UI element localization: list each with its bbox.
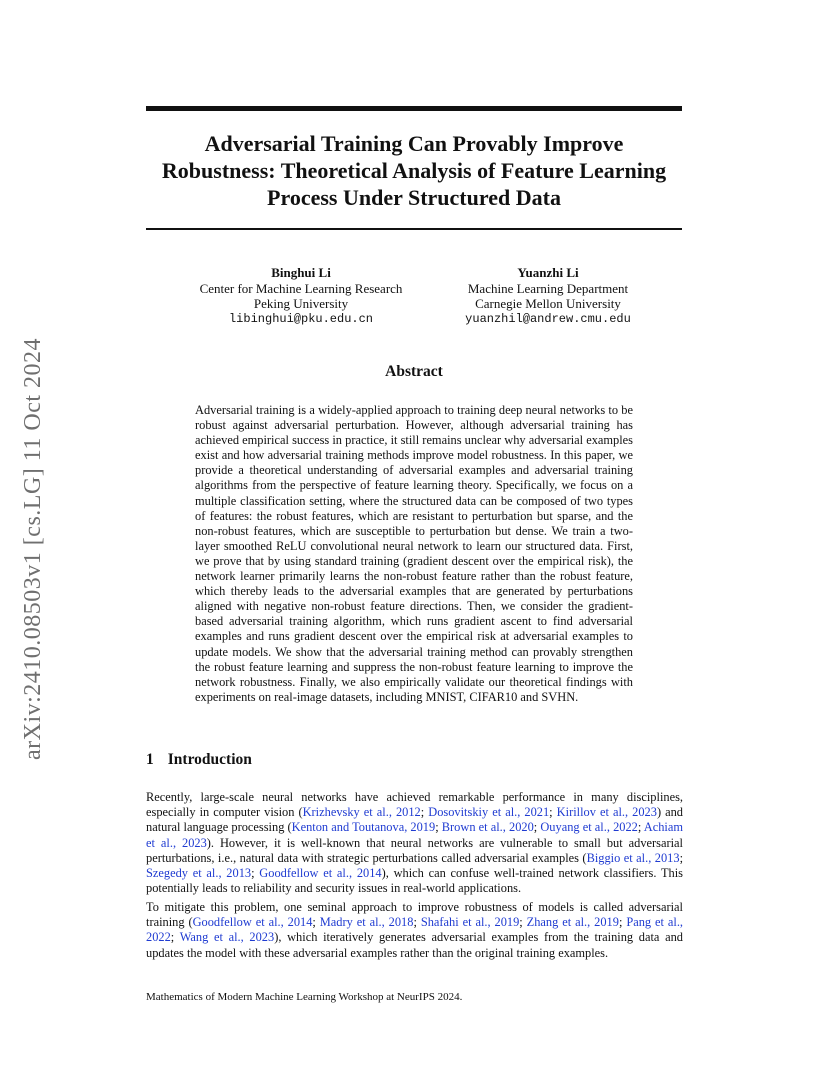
title-bottom-rule xyxy=(146,228,682,230)
text-run: ; xyxy=(435,820,442,835)
citation-link[interactable]: Krizhevsky et al., 2012 xyxy=(302,805,421,820)
text-run: ; xyxy=(312,915,320,930)
citation-link[interactable]: Kirillov et al., 2023 xyxy=(556,805,657,820)
text-run: ; xyxy=(170,930,180,945)
citation-link[interactable]: Zhang et al., 2019 xyxy=(526,915,619,930)
citation-link[interactable]: Ouyang et al., 2022 xyxy=(540,820,638,835)
text-run: ; xyxy=(519,915,527,930)
abstract-text: Adversarial training is a widely-applied approach to training deep neural networks to be robust against adversarial perturbation. However, although adversarial training has achieved empirical success in practice, it still remains unclear why adversarial examples exist and how adversarial training methods improve model robustness. In this paper, we provide a theoretical understanding of adversarial examples and adversarial training algorithms from the perspective of feature learning theory. Specifically, we focus on a multiple classification setting, where the structured data can be composed of two types of features: the robust features, which are resistant to perturbation but sparse, and the non-robust features, which are susceptible to perturbation but dense. We train a two-layer smoothed ReLU convolutional neural network to learn our structured data. First, we prove that by using standard training (gradient descent over the empirical risk), the network learner primarily learns the non-robust feature rather than the robust feature, which thereby leads to the adversarial examples that are generated by perturbations aligned with negative non-robust feature directions. Then, we consider the gradient-based adversarial training algorithm, which runs gradient ascent to find adversarial examples and runs gradient descent over the empirical risk at adversarial examples to update models. We show that the adversarial training method can provably strengthen the robust feature learning and suppress the non-robust feature learning to improve the network robustness. Finally, we also empirically validate our theoretical findings with experiments on real-image datasets, including MNIST, CIFAR10 and SVHN. xyxy=(195,403,633,704)
citation-link[interactable]: Shafahi et al., 2019 xyxy=(420,915,520,930)
citation-link[interactable]: Brown et al., 2020 xyxy=(441,820,534,835)
author-affiliation: Center for Machine Learning Research xyxy=(199,280,403,296)
citation-link[interactable]: Dosovitskiy et al., 2021 xyxy=(428,805,550,820)
author-affiliation: Carnegie Mellon University xyxy=(475,296,621,311)
section-title: Introduction xyxy=(167,751,252,768)
citation-link[interactable]: Achiam et al., 2023 xyxy=(146,820,683,850)
text-run: ) and natural language processing ( xyxy=(146,805,684,835)
text-run: ). However, it is well-known that neural networks are vulnerable to small but adversarial perturbations, i.e., natural data with strategic perturbations called adversarial examples ( xyxy=(146,835,683,865)
author-affiliation: Peking University xyxy=(253,296,349,311)
text-run: To mitigate this problem, one seminal approach to improve robustness of models is called adversarial training ( xyxy=(146,900,683,930)
title-top-rule xyxy=(146,106,682,111)
text-run: ; xyxy=(549,805,557,820)
title-line: Process Under Structured Data xyxy=(267,185,561,210)
author-name: Binghui Li xyxy=(271,265,331,280)
citation-link[interactable]: Biggio et al., 2013 xyxy=(586,850,680,865)
title-line: Robustness: Theoretical Analysis of Feature Learning xyxy=(161,158,667,183)
citation-link[interactable]: Goodfellow et al., 2014 xyxy=(192,915,313,930)
text-run: ; xyxy=(637,820,644,835)
text-run: ; xyxy=(420,805,429,820)
author-email: yuanzhil@andrew.cmu.edu xyxy=(465,311,631,326)
text-run: Recently, large-scale neural networks have achieved remarkable performance in many disciplines, especially in computer vision ( xyxy=(146,790,683,820)
text-run: ; xyxy=(413,915,421,930)
paper-title xyxy=(146,130,682,211)
text-run: ), which iteratively generates adversarial examples from the training data and updates the model with these adversarial examples rather than the original training examples. xyxy=(146,930,683,960)
citation-link[interactable]: Madry et al., 2018 xyxy=(319,915,414,930)
intro-paragraph-2 xyxy=(146,900,683,961)
arxiv-sidebar-stamp: arXiv:2410.08503v1 [cs.LG] 11 Oct 2024 xyxy=(20,337,46,760)
citation-link[interactable]: Kenton and Toutanova, 2019 xyxy=(291,820,436,835)
citation-link[interactable]: Wang et al., 2023 xyxy=(179,930,275,945)
intro-paragraph-1 xyxy=(146,790,683,896)
text-run: ), which can confuse well-trained network classifiers. This potentially leads to reliability and security issues in real-world applications. xyxy=(146,866,684,896)
text-run: ; xyxy=(533,820,541,835)
text-run: ; xyxy=(251,866,260,881)
citation-link[interactable]: Pang et al., 2022 xyxy=(146,915,684,945)
author-name: Yuanzhi Li xyxy=(517,265,579,280)
citation-link[interactable]: Szegedy et al., 2013 xyxy=(146,866,252,881)
section-heading xyxy=(146,751,252,769)
author-block-2 xyxy=(458,265,638,327)
venue-footnote: Mathematics of Modern Machine Learning Workshop at NeurIPS 2024. xyxy=(146,991,463,1003)
abstract-heading: Abstract xyxy=(385,363,443,380)
author-affiliation: Machine Learning Department xyxy=(467,280,629,296)
author-email: libinghui@pku.edu.cn xyxy=(228,311,374,326)
author-block-1 xyxy=(190,265,412,327)
section-number: 1 xyxy=(146,751,154,768)
text-run: ; xyxy=(618,915,627,930)
text-run: ; xyxy=(679,850,684,865)
title-line: Adversarial Training Can Provably Improve xyxy=(204,131,624,156)
citation-link[interactable]: Goodfellow et al., 2014 xyxy=(259,866,382,881)
